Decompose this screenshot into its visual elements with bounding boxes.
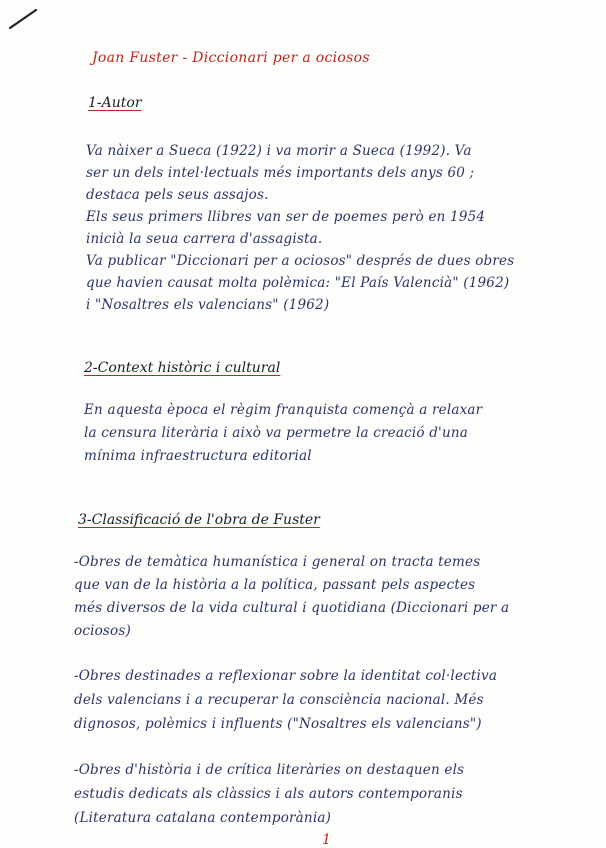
section-heading-autor: 1-Autor [88,95,142,111]
text-line: Els seus primers llibres van ser de poemes però en 1954 [86,209,486,225]
text-line: que van de la història a la política, passant pels aspectes [74,577,476,593]
section-heading-context: 2-Context històric i cultural [84,360,281,376]
text-line: dignosos, polèmics i influents ("Nosaltres els valencians") [74,716,482,732]
text-line: ser un dels intel·lectuals més importants dels anys 60 ; [86,165,475,181]
text-line: la censura literària i això va permetre la creació d'una [84,425,468,441]
text-line: (Literatura catalana contemporània) [74,810,332,826]
text-line: destaca pels seus assajos. [86,187,269,203]
text-line: Va nàixer a Sueca (1922) i va morir a Sueca (1992). Va [86,143,472,159]
document-title: Joan Fuster - Diccionari per a ociosos [92,50,370,66]
page-number: 1 [322,832,331,848]
text-line: que havien causat molta polèmica: "El País Valencià" (1962) [86,275,510,291]
text-line: ociosos) [74,623,131,639]
text-line: En aquesta època el règim franquista començà a relaxar [84,402,483,418]
text-line: mínima infraestructura editorial [84,448,312,464]
text-line: Va publicar "Diccionari per a ociosos" després de dues obres [86,253,515,269]
section-heading-classification: 3-Classificació de l'obra de Fuster [78,512,320,528]
text-line: -Obres de temàtica humanística i general on tracta temes [74,554,481,570]
text-line: -Obres d'història i de crítica literàries on destaquen els [74,762,465,778]
text-line: i "Nosaltres els valencians" (1962) [86,297,330,313]
pen-stroke-mark [6,6,40,32]
text-line: estudis dedicats als clàssics i als autors contemporanis [74,786,463,802]
text-line: -Obres destinades a reflexionar sobre la identitat col·lectiva [74,668,498,684]
text-line: dels valencians i a recuperar la consciència nacional. Més [74,692,484,708]
text-line: inicià la seua carrera d'assagista. [86,231,323,247]
text-line: més diversos de la vida cultural i quotidiana (Diccionari per a [74,600,510,616]
